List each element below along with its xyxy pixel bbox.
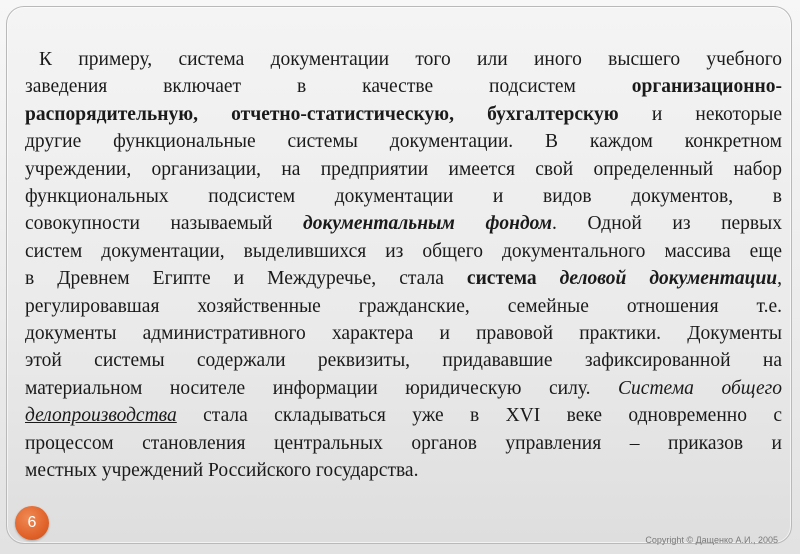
text-line xyxy=(25,430,782,457)
text-line xyxy=(25,375,782,402)
text-segment: учреждении, организации, на предприятии имеется свой определенный набор xyxy=(25,158,782,180)
text-segment: этой системы содержали реквизиты, придававшие зафиксированной на xyxy=(25,350,782,372)
emphasis-italic-underlined: делопроизводства xyxy=(25,405,177,427)
text-line xyxy=(25,210,782,237)
emphasis-bold: организационно- xyxy=(631,76,782,98)
text-line xyxy=(25,156,782,183)
text-line xyxy=(25,402,782,429)
text-segment: материальном носителе информации юридическую силу. xyxy=(25,377,619,399)
emphasis-bold: система xyxy=(466,268,537,290)
emphasis-italic: Система общего xyxy=(618,377,782,399)
page-number-badge: 6 xyxy=(15,506,49,540)
emphasis-bold: распорядительную, отчетно-статистическую, бухгалтерскую xyxy=(25,103,619,125)
text-line xyxy=(25,293,782,320)
text-segment: заведения включает в качестве подсистем xyxy=(25,76,632,98)
text-line xyxy=(25,238,782,265)
text-segment: местных учреждений Российского государства. xyxy=(25,460,419,482)
text-segment: и некоторые xyxy=(618,103,783,125)
text-line xyxy=(25,183,782,210)
text-line xyxy=(25,265,782,292)
text-segment: документы административного характера и правовой практики. Документы xyxy=(25,323,782,345)
text-segment: совокупности называемый xyxy=(25,213,304,235)
main-paragraph xyxy=(25,46,782,485)
text-line xyxy=(25,101,782,128)
text-line xyxy=(25,73,782,100)
text-segment: процессом становления центральных органов управления – приказов и xyxy=(25,432,782,454)
text-segment: , xyxy=(777,268,783,290)
text-line xyxy=(25,320,782,347)
text-line xyxy=(25,128,782,155)
text-segment: в Древнем Египте и Междуречье, стала xyxy=(25,268,467,290)
text-segment: функциональных подсистем документации и видов документов, в xyxy=(25,186,782,208)
text-segment: . Одной из первых xyxy=(552,213,782,235)
text-segment: стала складываться уже в XVI веке одновременно с xyxy=(176,405,782,427)
emphasis-bold-italic: документальным фондом xyxy=(303,213,553,235)
text-segment: другие функциональные системы документации. В каждом конкретном xyxy=(25,131,782,153)
emphasis-bold-italic: деловой документации xyxy=(559,268,778,290)
text-segment: К примеру, система документации того или иного высшего учебного xyxy=(39,49,782,70)
copyright-notice: Copyright © Дащенко А.И., 2005 xyxy=(645,535,778,545)
text-segment: систем документации, выделившихся из общего документального массива еще xyxy=(25,240,782,262)
text-line xyxy=(25,347,782,374)
text-segment: регулировавшая хозяйственные гражданские, семейные отношения т.е. xyxy=(25,295,782,317)
text-line xyxy=(25,457,782,484)
text-line xyxy=(25,46,782,73)
